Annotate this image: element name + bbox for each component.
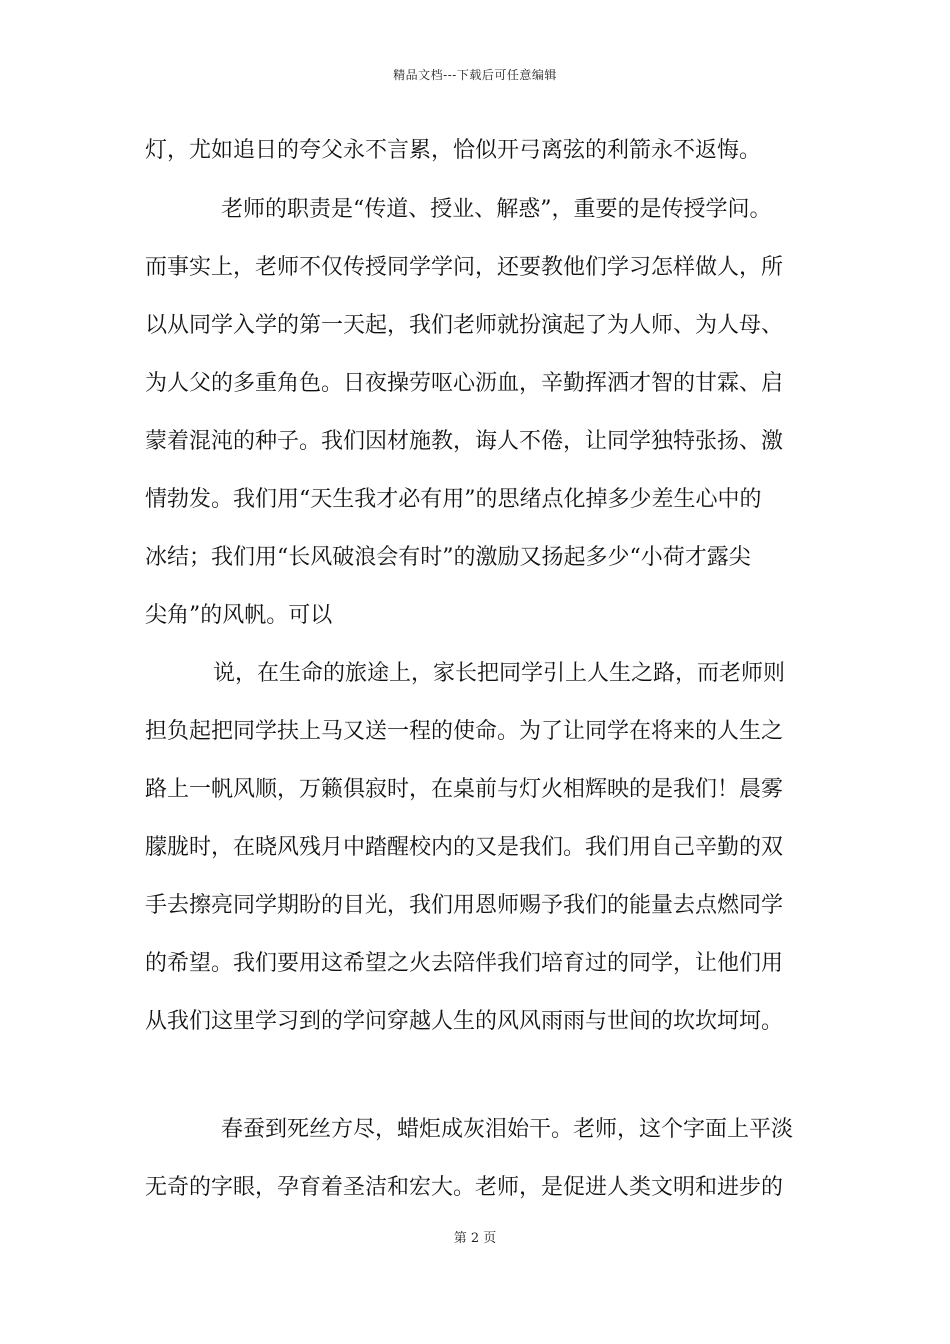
text-line: 担负起把同学扶上马又送一程的使命。为了让同学在将来的人生之 xyxy=(145,719,784,744)
text-line: 尖角”的风帆。可以 xyxy=(145,603,333,628)
text-line: 老师的职责是“传道、授业、解惑”，重要的是传授学问。 xyxy=(221,197,772,222)
text-line: 以从同学入学的第一天起，我们老师就扮演起了为人师、为人母、 xyxy=(145,313,784,338)
text-line: 朦胧时，在晓风残月中踏醒校内的又是我们。我们用自己辛勤的双 xyxy=(145,835,784,860)
text-line: 灯，尤如追日的夸父永不言累，恰似开弓离弦的利箭永不返悔。 xyxy=(145,138,762,163)
text-line: 从我们这里学习到的学问穿越人生的风风雨雨与世间的坎坎坷坷。 xyxy=(145,1009,784,1034)
text-line: 的希望。我们要用这希望之火去陪伴我们培育过的同学，让他们用 xyxy=(145,951,784,976)
text-line: 春蚕到死丝方尽，蜡炬成灰泪始干。老师，这个字面上平淡 xyxy=(221,1117,794,1142)
page-number: 第 2 页 xyxy=(453,1231,497,1246)
text-line: 无奇的字眼，孕育着圣洁和宏大。老师，是促进人类文明和进步的 xyxy=(145,1175,784,1200)
text-line: 为人父的多重角色。日夜操劳呕心沥血，辛勤挥洒才智的甘霖、启 xyxy=(145,371,784,396)
text-line: 手去擦亮同学期盼的目光，我们用恩师赐予我们的能量去点燃同学 xyxy=(145,893,784,918)
text-line: 而事实上，老师不仅传授同学学问，还要教他们学习怎样做人，所 xyxy=(145,255,784,280)
text-line: 说，在生命的旅途上，家长把同学引上人生之路，而老师则 xyxy=(213,661,786,686)
text-line: 路上一帆风顺，万籁俱寂时，在桌前与灯火相辉映的是我们！晨雾 xyxy=(145,777,784,802)
text-line: 冰结；我们用“长风破浪会有时”的激励又扬起多少“小荷才露尖 xyxy=(145,545,751,570)
page-header: 精品文档---下载后可任意编辑 xyxy=(393,68,557,82)
text-line: 蒙着混沌的种子。我们因材施教，诲人不倦，让同学独特张扬、激 xyxy=(145,429,784,454)
text-line: 情勃发。我们用“天生我才必有用”的思绪点化掉多少差生心中的 xyxy=(145,487,762,512)
